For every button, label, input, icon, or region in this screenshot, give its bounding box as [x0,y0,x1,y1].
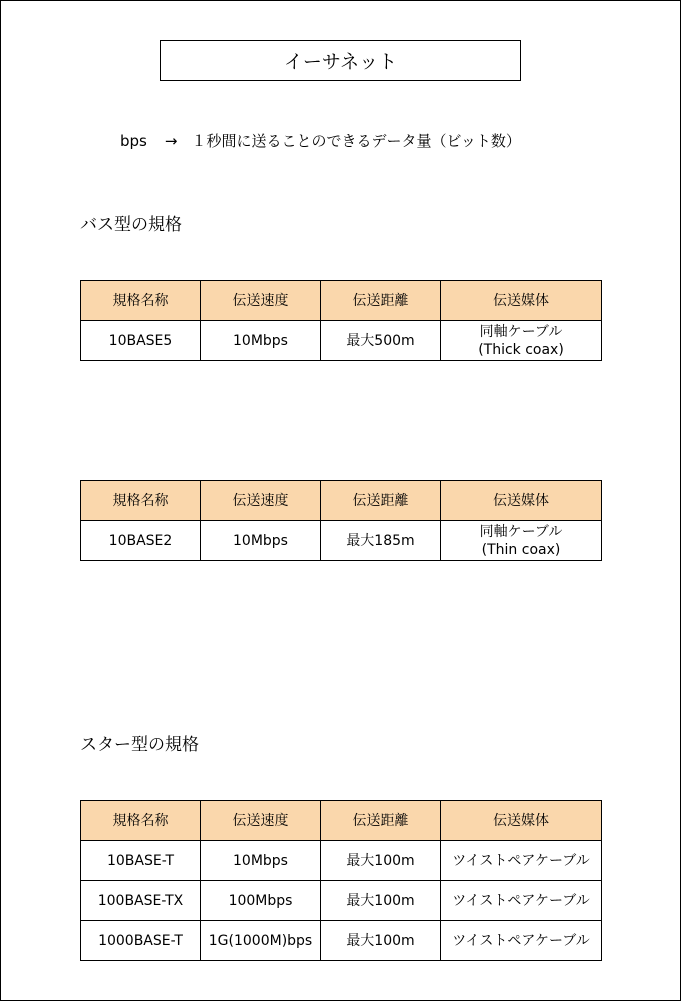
medium-subtype: (Thin coax) [481,541,561,558]
cell-speed: 1G(1000M)bps [201,921,321,961]
cell-standard-name: 100BASE-TX [81,881,201,921]
bus-section-heading: バス型の規格 [80,215,182,235]
title-box [160,40,521,81]
table-header-row [81,801,602,841]
table-header-row [81,281,602,321]
header-speed: 伝送速度 [201,481,321,521]
cell-distance: 最大185m [321,521,441,561]
table-row [81,881,602,921]
medium-subtype: (Thick coax) [478,341,564,358]
right-arrow-icon: → [164,132,178,150]
star-section-heading: スター型の規格 [80,735,199,755]
table-row [81,321,602,361]
star-spec-table [80,800,602,961]
medium-name: 同軸ケーブル [479,323,563,340]
cell-medium [441,521,602,561]
cell-distance: 最大100m [321,841,441,881]
header-standard-name: 規格名称 [81,281,201,321]
cell-standard-name: 10BASE2 [81,521,201,561]
bps-definition-text: １秒間に送ることのできるデータ量（ビット数） [191,132,521,150]
cell-medium [441,321,602,361]
cell-speed: 100Mbps [201,881,321,921]
header-speed: 伝送速度 [201,281,321,321]
cell-standard-name: 10BASE5 [81,321,201,361]
cell-medium: ツイストペアケーブル [441,841,602,881]
cell-speed: 10Mbps [201,321,321,361]
header-speed: 伝送速度 [201,801,321,841]
cell-standard-name: 10BASE-T [81,841,201,881]
table-row [81,921,602,961]
header-medium: 伝送媒体 [441,801,602,841]
bus-spec-table-2 [80,480,602,561]
bps-definition [120,130,521,151]
cell-speed: 10Mbps [201,521,321,561]
medium-name: 同軸ケーブル [479,523,563,540]
header-distance: 伝送距離 [321,281,441,321]
page-title: イーサネット [283,51,398,73]
bus-spec-table-1 [80,280,602,361]
cell-distance: 最大100m [321,921,441,961]
header-medium: 伝送媒体 [441,281,602,321]
cell-distance: 最大100m [321,881,441,921]
bps-term: bps [120,132,147,150]
cell-speed: 10Mbps [201,841,321,881]
header-standard-name: 規格名称 [81,801,201,841]
header-medium: 伝送媒体 [441,481,602,521]
cell-standard-name: 1000BASE-T [81,921,201,961]
cell-medium: ツイストペアケーブル [441,881,602,921]
cell-distance: 最大500m [321,321,441,361]
cell-medium: ツイストペアケーブル [441,921,602,961]
table-row [81,521,602,561]
table-row [81,841,602,881]
header-standard-name: 規格名称 [81,481,201,521]
header-distance: 伝送距離 [321,801,441,841]
header-distance: 伝送距離 [321,481,441,521]
table-header-row [81,481,602,521]
